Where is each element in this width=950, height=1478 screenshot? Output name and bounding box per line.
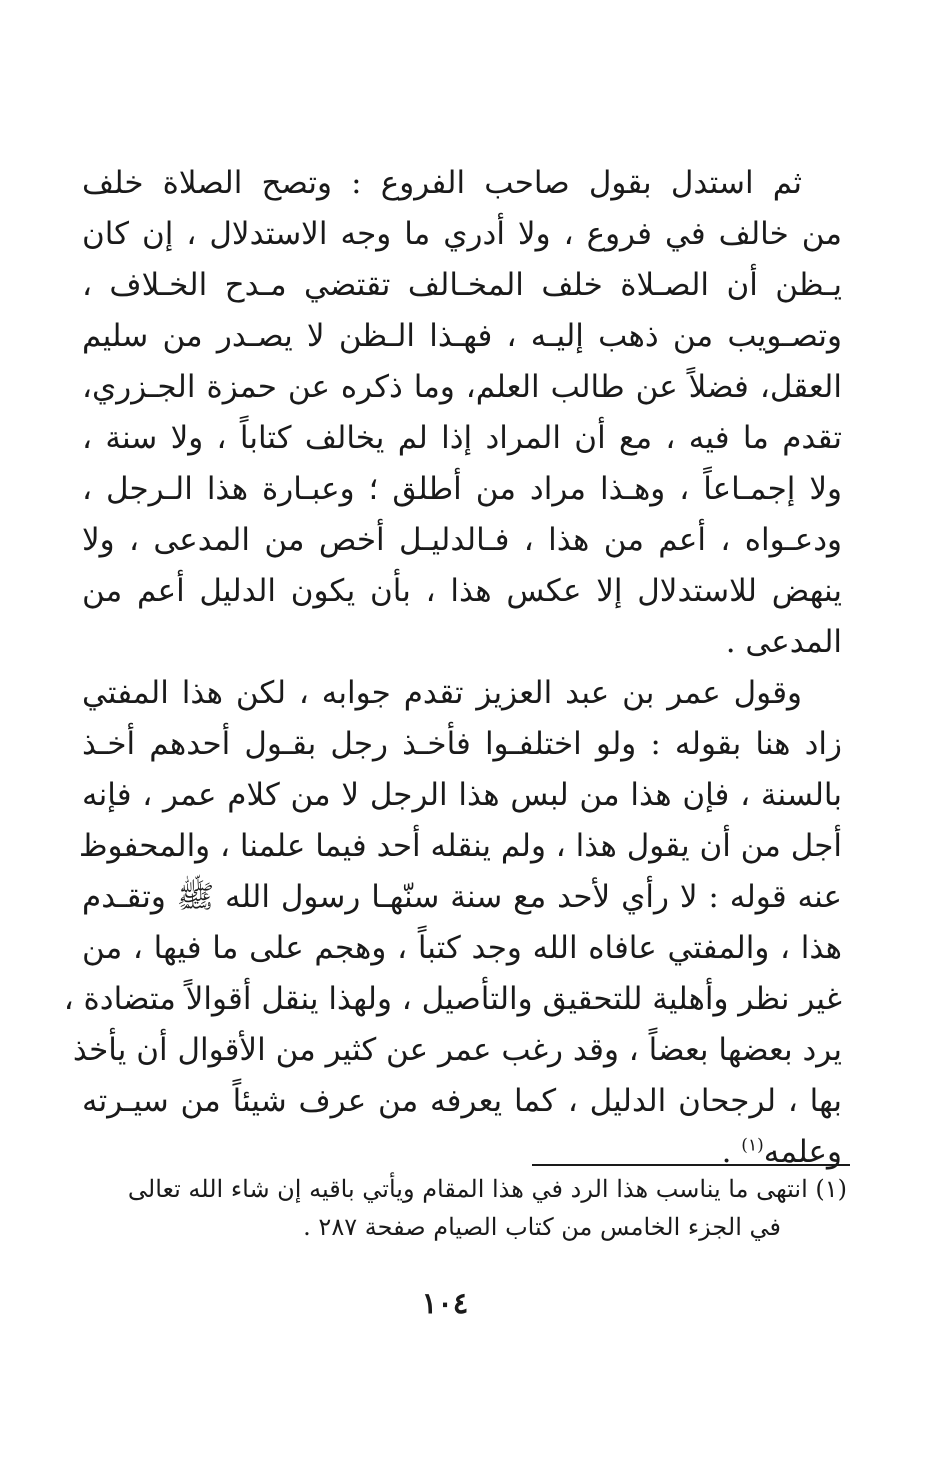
text-line: ودعـواه ، أعم من هذا ، فـالدليـل أخص من المدعى ، ولا	[82, 522, 842, 558]
text-line: وقول عمر بن عبد العزيز تقدم جوابه ، لكن هذا المفتي	[82, 675, 802, 711]
text-line: العقل، فضلاً عن طالب العلم، وما ذكره عن حمزة الجـزري،	[82, 369, 842, 405]
text-line: غير نظر وأهلية للتحقيق والتأصيل ، ولهذا ينقل أقوالاً متضادة ،	[63, 981, 842, 1017]
paragraph-1	[82, 158, 842, 668]
page-number: ١٠٤	[421, 1286, 469, 1320]
text-line: ثم استدل بقول صاحب الفروع : وتصح الصلاة خلف	[82, 165, 802, 201]
text-line: عنه قوله : لا رأي لأحد مع سنة سنّهـا رسول الله ﷺ وتقـدم	[82, 879, 842, 915]
text-line: زاد هنا بقوله : ولو اختلفـوا فأخـذ رجل بقـول أحدهم أخـذ	[82, 726, 842, 762]
main-text	[63, 158, 842, 1178]
text-line: هذا ، والمفتي عافاه الله وجد كتباً ، وهجم على ما فيها ، من	[82, 930, 842, 966]
text-line: أجل من أن يقول هذا ، ولم ينقله أحد فيما علمنا ، والمحفوظ	[78, 828, 842, 864]
paragraph-2	[63, 668, 842, 1178]
text-line: يرد بعضها بعضاً ، وقد رغب عمر عن كثير من الأقوال أن يأخذ	[72, 1032, 842, 1068]
text-line: من خالف في فروع ، ولا أدري ما وجه الاستدلال ، إن كان	[82, 216, 842, 252]
text-line: بالسنة ، فإن هذا من لبس هذا الرجل لا من كلام عمر ، فإنه	[82, 777, 842, 813]
text-line: تقدم ما فيه ، مع أن المراد إذا لم يخالف كتاباً ، ولا سنة ،	[82, 420, 842, 456]
text-fragment: وعلمه	[763, 1134, 842, 1170]
footnote-line: (١) انتهى ما يناسب هذا الرد في هذا المقام ويأتي باقيه إن شاء الله تعالى	[127, 1175, 847, 1203]
text-line: بها ، لرجحان الدليل ، كما يعرفه من عرف شيئاً من سيـرته	[82, 1083, 842, 1119]
text-line: ينهض للاستدلال إلا عكس هذا ، بأن يكون الدليل أعم من	[82, 573, 842, 609]
footnote-marker[interactable]: (١)	[741, 1135, 764, 1156]
text-line: وتصـويب من ذهب إليـه ، فهـذا الـظن لا يصـدر من سليم	[82, 318, 842, 354]
text-line: المدعى .	[725, 624, 842, 660]
text-line: يـظن أن الصـلاة خلف المخـالف تقتضي مـدح الخـلاف ،	[82, 267, 842, 303]
text-fragment: .	[721, 1134, 742, 1170]
text-line: ولا إجمـاعاً ، وهـذا مراد من أطلق ؛ وعبـارة هذا الـرجل ،	[82, 471, 842, 507]
footnotes	[82, 1170, 847, 1246]
footnote-divider	[532, 1164, 850, 1166]
footnote-line: في الجزء الخامس من كتاب الصيام صفحة ٢٨٧ .	[303, 1213, 781, 1241]
